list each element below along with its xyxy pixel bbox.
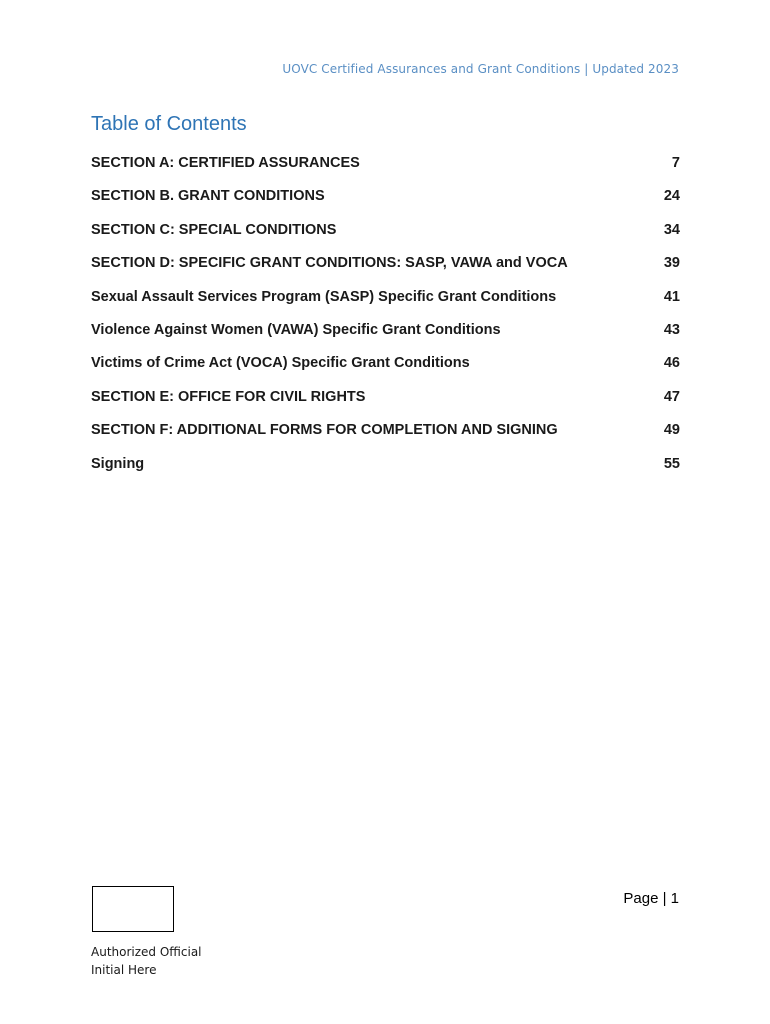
running-header: UOVC Certified Assurances and Grant Conditions | Updated 2023 [282, 62, 679, 76]
toc-entry-label: SECTION E: OFFICE FOR CIVIL RIGHTS [91, 388, 366, 405]
toc-title: Table of Contents [91, 113, 247, 135]
toc-entry-section-c[interactable] [91, 222, 680, 255]
initial-caption-line: Initial Here [91, 963, 157, 977]
initial-caption [91, 943, 202, 979]
initial-box[interactable] [92, 886, 174, 932]
toc-entry-section-b[interactable] [91, 188, 680, 221]
toc-entry-label: Sexual Assault Services Program (SASP) Specific Grant Conditions [91, 288, 557, 305]
toc-entry-page: 47 [663, 388, 680, 405]
toc-entry-label: Victims of Crime Act (VOCA) Specific Grant Conditions [91, 355, 470, 372]
toc-entry-page: 41 [663, 288, 680, 305]
toc-entry-section-d[interactable] [91, 255, 680, 288]
toc-entry-label: Violence Against Women (VAWA) Specific Grant Conditions [91, 321, 501, 338]
initial-caption-line: Authorized Official [91, 945, 202, 959]
toc-entry-page: 24 [663, 188, 680, 205]
toc-entry-sasp[interactable] [91, 289, 680, 322]
toc-entry-page: 46 [663, 355, 680, 372]
toc-entry-section-e[interactable] [91, 389, 680, 422]
toc-entry-page: 34 [663, 221, 680, 238]
toc-entry-voca[interactable] [91, 355, 680, 388]
toc-entry-page: 55 [663, 455, 680, 472]
toc-entry-label: SECTION D: SPECIFIC GRANT CONDITIONS: SASP, VAWA and VOCA [91, 255, 568, 272]
toc-entry-label: SECTION A: CERTIFIED ASSURANCES [91, 155, 360, 171]
table-of-contents [91, 155, 680, 489]
toc-entry-label: SECTION B. GRANT CONDITIONS [91, 188, 325, 205]
toc-entry-section-a[interactable] [91, 155, 680, 188]
toc-entry-page: 39 [663, 255, 680, 272]
toc-entry-label: SECTION F: ADDITIONAL FORMS FOR COMPLETION AND SIGNING [91, 422, 558, 439]
toc-entry-page: 7 [671, 155, 680, 171]
toc-entry-section-f[interactable] [91, 422, 680, 455]
toc-entry-label: Signing [91, 455, 145, 472]
toc-entry-label: SECTION C: SPECIAL CONDITIONS [91, 221, 337, 238]
toc-entry-page: 43 [663, 321, 680, 338]
page-number: Page | 1 [623, 890, 679, 907]
toc-entry-page: 49 [663, 422, 680, 439]
toc-entry-signing[interactable] [91, 456, 680, 489]
toc-entry-vawa[interactable] [91, 322, 680, 355]
